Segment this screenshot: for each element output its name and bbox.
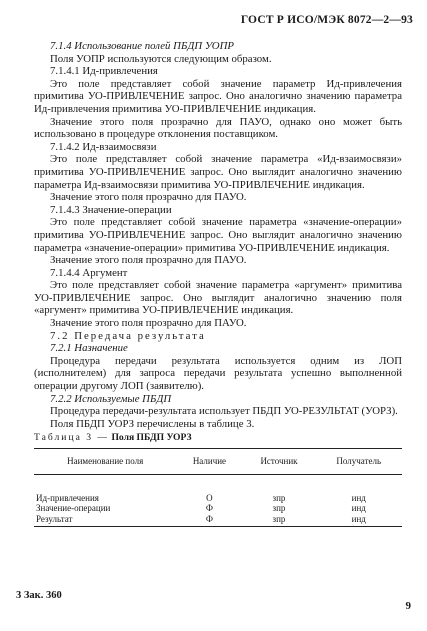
table-cell: зпр	[272, 492, 286, 503]
table-header-row	[34, 449, 402, 475]
paragraph: Поля ПБДП УОРЗ перечислены в таблице 3.	[50, 417, 255, 430]
paragraph: Значение этого поля прозрачно для ПАУО.	[50, 317, 247, 330]
paragraph: Значение этого поля прозрачно для ПАУО.	[50, 254, 247, 267]
document-body	[34, 40, 402, 527]
print-order-label: 3 Зак. 360	[16, 590, 62, 601]
paragraph: Процедура передачи-результата использует ПБДП УО-РЕЗУЛЬТАТ (УОРЗ).	[50, 405, 398, 418]
paragraph: Значение этого поля прозрачно для ПАУО, однако оно может быть использовано в процедуре отклонения поставщиком.	[34, 115, 402, 141]
column-header: Источник	[242, 449, 315, 475]
table-row	[34, 514, 402, 527]
table-cell: зпр	[272, 503, 286, 514]
paragraph: Поля УОПР используются следующим образом.	[50, 52, 272, 65]
column-header: Наименование поля	[34, 449, 176, 475]
table-caption-prefix: Таблица 3 —	[34, 432, 110, 444]
section-heading: 7.1.4.4 Аргумент	[50, 266, 128, 279]
page-number: 9	[405, 600, 411, 612]
paragraph: Это поле представляет собой значение параметра «значение-операции» примитива УО-ПРИВЛЕЧЕНИЕ запрос. Оно выглядит аналогично значению параметра «значение-операции» примитива УО-ПРИВЛЕЧЕНИЕ индикация.	[34, 216, 402, 254]
table-cell: Ф	[176, 514, 242, 527]
table-cell: инд	[351, 492, 366, 503]
paragraph: Это поле представляет собой значение параметра «Ид-взаимосвязи» примитива УО-ПРИВЛЕЧЕНИЕ запрос. Оно выглядит аналогично значению параметра Ид-взаимосвязи примитива УО-ПРИВЛЕЧЕНИЕ индикация.	[34, 153, 402, 191]
table-cell: зпр	[242, 514, 315, 527]
paragraph: Это поле представляет собой значение параметра «аргумент» примитива УО-ПРИВЛЕЧЕНИЕ запрос. Оно выглядит аналогично значению поля «аргумент» примитива УО-ПРИВЛЕЧЕНИЕ индикация.	[34, 279, 402, 317]
section-heading: 7.1.4.2 Ид-взаимосвязи	[50, 140, 157, 153]
table-cell: Ид-привлечения	[36, 492, 99, 503]
table-cell: инд	[316, 514, 403, 527]
section-heading: 7.1.4 Использование полей ПБДП УОПР	[50, 40, 234, 52]
section-heading: 7.1.4.1 Ид-привлечения	[50, 65, 158, 78]
table-caption-title: Поля ПБДП УОРЗ	[111, 432, 192, 444]
table-cell: Ф	[205, 503, 213, 514]
fields-table	[34, 448, 402, 527]
paragraph: Это поле представляет собой значение параметр Ид-привлечения примитива УО-ПРИВЛЕЧЕНИЕ запрос. Оно аналогично значению параметра Ид-привлечения примитива УО-ПРИВЛЕЧЕНИЕ индикация.	[34, 77, 402, 115]
table-caption	[34, 432, 402, 445]
section-heading: 7.2 Передача результата	[50, 329, 206, 342]
paragraph: Процедура передачи результата используется одним из ЛОП (исполнителем) для запроса передачи результата успешно выполненной операции другому ЛОП (заявителю).	[34, 354, 402, 393]
paragraph: Значение этого поля прозрачно для ПАУО.	[50, 191, 247, 204]
table-cell: Результат	[34, 514, 176, 527]
column-header: Наличие	[176, 449, 242, 475]
table-cell: инд	[351, 503, 366, 514]
table-row	[34, 493, 402, 504]
section-heading: 7.1.4.3 Значение-операции	[50, 203, 172, 216]
section-heading: 7.2.2 Используемые ПБДП	[50, 392, 172, 405]
column-header: Получатель	[316, 449, 403, 475]
standard-header: ГОСТ Р ИСО/МЭК 8072—2—93	[240, 14, 413, 26]
section-heading: 7.2.1 Назначение	[50, 342, 128, 355]
table-cell: Значение-операции	[36, 503, 111, 514]
table-cell: О	[206, 492, 213, 503]
table-spacer-row	[34, 474, 402, 493]
table-row	[34, 503, 402, 514]
